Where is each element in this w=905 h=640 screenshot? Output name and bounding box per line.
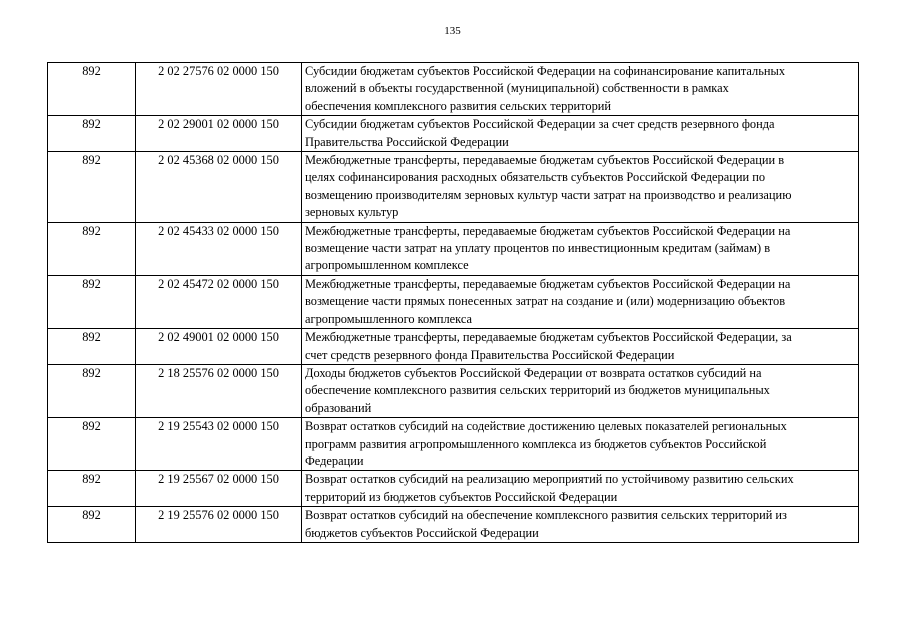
admin-code-cell: 892	[48, 329, 136, 365]
table-row	[48, 222, 859, 275]
income-name-line: возмещение части прямых понесенных затрат на создание и (или) модернизацию объектов	[305, 294, 786, 309]
table-row	[48, 364, 859, 417]
income-name-line: возмещение части затрат на уплату процентов по инвестиционным кредитам (займам) в	[305, 241, 771, 256]
income-name-line: территорий из бюджетов субъектов Российской Федерации	[305, 489, 618, 504]
admin-code-cell: 892	[48, 418, 136, 471]
income-name-line: Возврат остатков субсидий на реализацию мероприятий по устойчивому развитию сельских	[305, 472, 794, 487]
table-row	[48, 329, 859, 365]
income-name-cell	[302, 222, 859, 275]
table-row	[48, 116, 859, 152]
budget-code-cell: 2 02 45433 02 0000 150	[136, 222, 302, 275]
income-name-line: зерновых культур	[305, 205, 399, 220]
table-row	[48, 152, 859, 223]
income-name-cell	[302, 329, 859, 365]
income-name-cell	[302, 418, 859, 471]
income-name-cell	[302, 507, 859, 543]
admin-code-cell: 892	[48, 116, 136, 152]
income-name-line: Межбюджетные трансферты, передаваемые бюджетам субъектов Российской Федерации в	[305, 153, 785, 168]
income-name-cell	[302, 471, 859, 507]
income-name-line: Возврат остатков субсидий на обеспечение комплексного развития сельских территорий из	[305, 508, 787, 523]
admin-code-cell: 892	[48, 364, 136, 417]
budget-code-cell: 2 02 29001 02 0000 150	[136, 116, 302, 152]
admin-code-cell: 892	[48, 63, 136, 116]
income-name-cell	[302, 275, 859, 328]
income-name-cell	[302, 152, 859, 223]
income-name-line: вложений в объекты государственной (муниципальной) собственности в рамках	[305, 81, 729, 96]
income-name-line: Межбюджетные трансферты, передаваемые бюджетам субъектов Российской Федерации на	[305, 223, 791, 238]
income-name-cell	[302, 364, 859, 417]
admin-code-cell: 892	[48, 275, 136, 328]
budget-code-cell: 2 19 25576 02 0000 150	[136, 507, 302, 543]
admin-code-cell: 892	[48, 222, 136, 275]
income-name-line: обеспечение комплексного развития сельских территорий из бюджетов муниципальных	[305, 383, 770, 398]
admin-code-cell: 892	[48, 507, 136, 543]
income-name-line: обеспечения комплексного развития сельских территорий	[305, 98, 612, 113]
income-name-line: Межбюджетные трансферты, передаваемые бюджетам субъектов Российской Федерации на	[305, 276, 791, 291]
budget-code-cell: 2 18 25576 02 0000 150	[136, 364, 302, 417]
income-name-cell	[302, 63, 859, 116]
income-name-line: Федерации	[305, 453, 364, 468]
table-row	[48, 63, 859, 116]
table-body	[48, 63, 859, 543]
admin-code-cell: 892	[48, 152, 136, 223]
income-name-line: счет средств резервного фонда Правительства Российской Федерации	[305, 347, 675, 362]
income-name-line: агропромышленного комплекса	[305, 311, 473, 326]
table-row	[48, 471, 859, 507]
table-row	[48, 418, 859, 471]
income-name-line: Правительства Российской Федерации	[305, 134, 509, 149]
page-number: 135	[444, 25, 461, 37]
table-row	[48, 275, 859, 328]
income-name-line: Субсидии бюджетам субъектов Российской Федерации на софинансирование капитальных	[305, 64, 786, 78]
budget-code-cell: 2 02 49001 02 0000 150	[136, 329, 302, 365]
budget-code-cell: 2 02 27576 02 0000 150	[136, 63, 302, 116]
budget-code-cell: 2 19 25567 02 0000 150	[136, 471, 302, 507]
income-name-line: программ развития агропромышленного комплекса из бюджетов субъектов Российской	[305, 436, 767, 451]
budget-code-cell: 2 02 45368 02 0000 150	[136, 152, 302, 223]
income-name-line: Возврат остатков субсидий на содействие достижению целевых показателей региональных	[305, 419, 787, 434]
income-name-line: Межбюджетные трансферты, передаваемые бюджетам субъектов Российской Федерации, за	[305, 330, 792, 345]
income-name-line: целях софинансирования расходных обязательств субъектов Российской Федерации по	[305, 170, 766, 185]
income-name-line: Субсидии бюджетам субъектов Российской Федерации за счет средств резервного фонда	[305, 117, 775, 132]
income-name-line: образований	[305, 400, 372, 415]
admin-code-cell: 892	[48, 471, 136, 507]
income-name-line: бюджетов субъектов Российской Федерации	[305, 525, 539, 540]
budget-codes-table	[47, 62, 859, 543]
income-name-cell	[302, 116, 859, 152]
income-name-line: возмещению производителям зерновых культур части затрат на производство и реализацию	[305, 187, 792, 202]
budget-code-cell: 2 19 25543 02 0000 150	[136, 418, 302, 471]
income-name-line: агропромышленном комплексе	[305, 258, 469, 273]
table-row	[48, 507, 859, 543]
budget-code-cell: 2 02 45472 02 0000 150	[136, 275, 302, 328]
income-name-line: Доходы бюджетов субъектов Российской Федерации от возврата остатков субсидий на	[305, 365, 762, 380]
